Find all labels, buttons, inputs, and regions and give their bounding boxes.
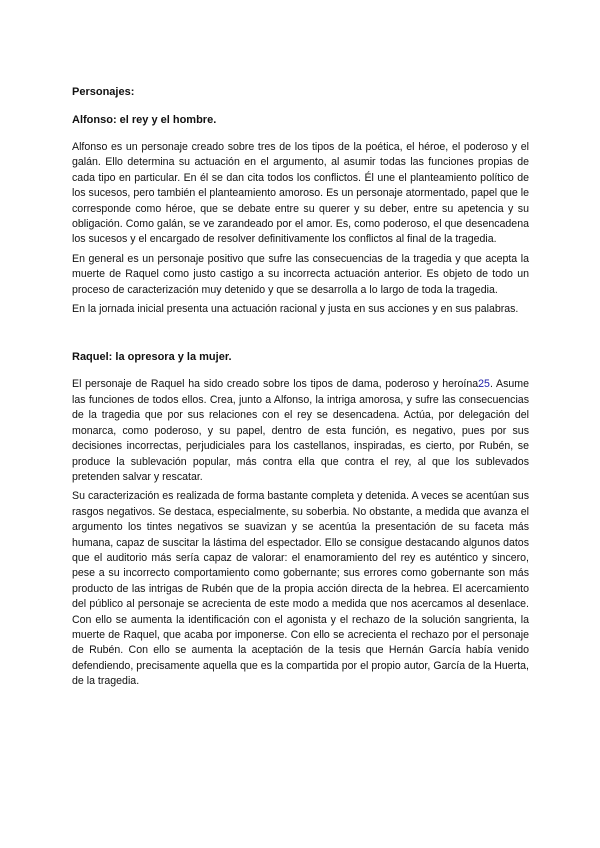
alfonso-paragraph-2: En general es un personaje positivo que sufre las consecuencias de la tragedia y que acepta la muerte de Raquel como justo castigo a su incorrecta actuación anterior. Es objeto de todo un proceso de caracterización muy detenido y que se desarrolla a lo largo de toda la tragedia. [72, 252, 529, 296]
raquel-paragraph-1-text-b: . Asume las funciones de todos ellos. Crea, junto a Alfonso, la intriga amorosa, y sufre las consecuencias de la tragedia que por sus relaciones con el rey se desencadena. Actúa, por delegación del monarca, como poderoso, y su papel, dentro de esta función, es negativo, pues por sus decisiones incorrectas, perjudiciales para los castellanos, inspiradas, es cierto, por Rubén, se produce la sublevación popular, más contra ella que contra el rey, al que los sublevados pretenden salvar y rescatar. [72, 378, 529, 483]
section-title: Personajes: [72, 86, 135, 98]
alfonso-paragraph-3: En la jornada inicial presenta una actuación racional y justa en sus acciones y en sus palabras. [72, 303, 519, 316]
alfonso-heading: Alfonso: el rey y el hombre. [72, 114, 217, 126]
raquel-heading: Raquel: la opresora y la mujer. [72, 351, 232, 364]
alfonso-paragraph-1: Alfonso es un personaje creado sobre tres de los tipos de la poética, el héroe, el poderoso y el galán. Ello determina su actuación en el argumento, al asumir todas las funciones propias de cada tipo en particular. En él se dan cita todos los conflictos. Él une el planteamiento político de los sucesos, pero también el planteamiento amoroso. Es un personaje atormentado, papel que le corresponde como héroe, que se debate entre su querer y su deber, entre su apetencia y su obligación. Como galán, se ve zarandeado por el amor. Es, como poderoso, el que desencadena los sucesos y el encargado de resolver definitivamente los conflictos al final de la tragedia. [72, 141, 529, 246]
raquel-paragraph-1 [72, 377, 529, 485]
raquel-paragraph-2: Su caracterización es realizada de forma bastante completa y detenida. A veces se acentúan sus rasgos negativos. Se destaca, especialmente, su soberbia. No obstante, a medida que avanza el argumento los tintes negativos se suavizan y se acentúa la presentación de su faceta más humana, capaz de suscitar la lástima del espectador. Ello se consigue destacando algunos datos que el auditorio más sería capaz de valorar: el enamoramiento del rey es auténtico y sincero, pese a su incorrecto comportamiento como gobernante; sus errores como gobernante son más producto de las intrigas de Rubén que de la propia acción directa de la hebrea. El acercamiento del público al personaje se acrecienta de este modo a medida que nos acercamos al desenlace. Con ello se aumenta la identificación con el agonista y el rechazo de la solución sangrienta, la muerte de Raquel, que acaba por imponerse. Con ello se acrecienta el rechazo por el personaje de Rubén. Con ello se aumenta la aceptación de la tesis que Hernán García había venido defendiendo, precisamente aquella que es la compartida por el propio autor, García de la Huerta, de la tragedia. [72, 490, 529, 688]
raquel-paragraph-1-text-a: El personaje de Raquel ha sido creado sobre los tipos de dama, poderoso y heroína [72, 378, 479, 391]
footnote-reference-link[interactable]: 25 [478, 378, 490, 391]
